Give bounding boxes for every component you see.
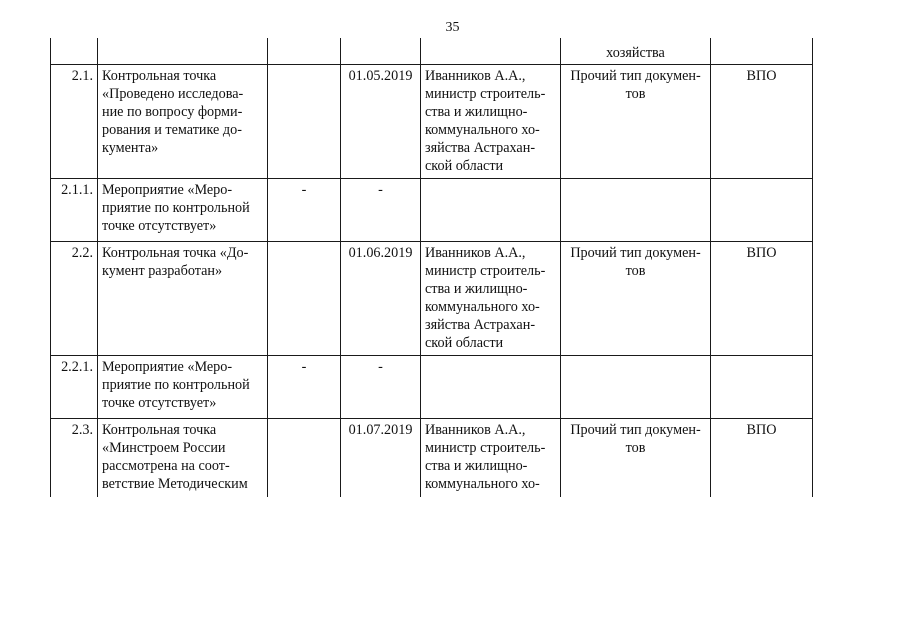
table-row	[51, 65, 813, 179]
cell-doc-type: Прочий тип докумен- тов	[561, 65, 711, 179]
cell-name: Мероприятие «Меро- приятие по контрольной точке отсутствует»	[98, 179, 268, 242]
cell-name: Мероприятие «Меро- приятие по контрольной точке отсутствует»	[98, 356, 268, 419]
cell-control	[711, 356, 813, 419]
cell-start	[268, 65, 341, 179]
cell-end: -	[341, 179, 421, 242]
cell-doc-type: хозяйства	[561, 38, 711, 65]
cell-end: -	[341, 356, 421, 419]
cell-num	[51, 38, 98, 65]
continuation-row	[51, 38, 813, 65]
cell-responsible: Иванников А.А., министр строитель- ства и жилищно- коммунального хо-	[421, 419, 561, 497]
cell-start: -	[268, 356, 341, 419]
cell-end: 01.06.2019	[341, 242, 421, 356]
page-number: 35	[445, 20, 460, 35]
cell-end: 01.07.2019	[341, 419, 421, 497]
cell-name	[98, 38, 268, 65]
cell-num: 2.2.1.	[51, 356, 98, 419]
cell-responsible	[421, 356, 561, 419]
cell-control	[711, 38, 813, 65]
table-row	[51, 242, 813, 356]
cell-control: ВПО	[711, 242, 813, 356]
cell-start: -	[268, 179, 341, 242]
cell-doc-type	[561, 179, 711, 242]
cell-responsible	[421, 38, 561, 65]
cell-num: 2.2.	[51, 242, 98, 356]
plan-table-body	[51, 38, 813, 497]
cell-responsible: Иванников А.А., министр строитель- ства и жилищно- коммунального хо- зяйства Астрахан- ской области	[421, 65, 561, 179]
cell-start	[268, 419, 341, 497]
cell-end	[341, 38, 421, 65]
cell-responsible: Иванников А.А., министр строитель- ства и жилищно- коммунального хо- зяйства Астрахан- ской области	[421, 242, 561, 356]
cell-name: Контрольная точка «Проведено исследова- ние по вопросу форми- рования и тематике до- кумента»	[98, 65, 268, 179]
cell-num: 2.3.	[51, 419, 98, 497]
cell-num: 2.1.	[51, 65, 98, 179]
cell-control: ВПО	[711, 65, 813, 179]
cell-control: ВПО	[711, 419, 813, 497]
table-row	[51, 356, 813, 419]
cell-start	[268, 38, 341, 65]
table-row	[51, 419, 813, 497]
cell-name: Контрольная точка «До- кумент разработан»	[98, 242, 268, 356]
cell-name: Контрольная точка «Минстроем России рассмотрена на соот- ветствие Методическим	[98, 419, 268, 497]
cell-responsible	[421, 179, 561, 242]
cell-doc-type: Прочий тип докумен- тов	[561, 419, 711, 497]
cell-num: 2.1.1.	[51, 179, 98, 242]
cell-doc-type: Прочий тип докумен- тов	[561, 242, 711, 356]
plan-table	[50, 38, 813, 497]
table-row	[51, 179, 813, 242]
cell-start	[268, 242, 341, 356]
cell-doc-type	[561, 356, 711, 419]
cell-control	[711, 179, 813, 242]
cell-end: 01.05.2019	[341, 65, 421, 179]
